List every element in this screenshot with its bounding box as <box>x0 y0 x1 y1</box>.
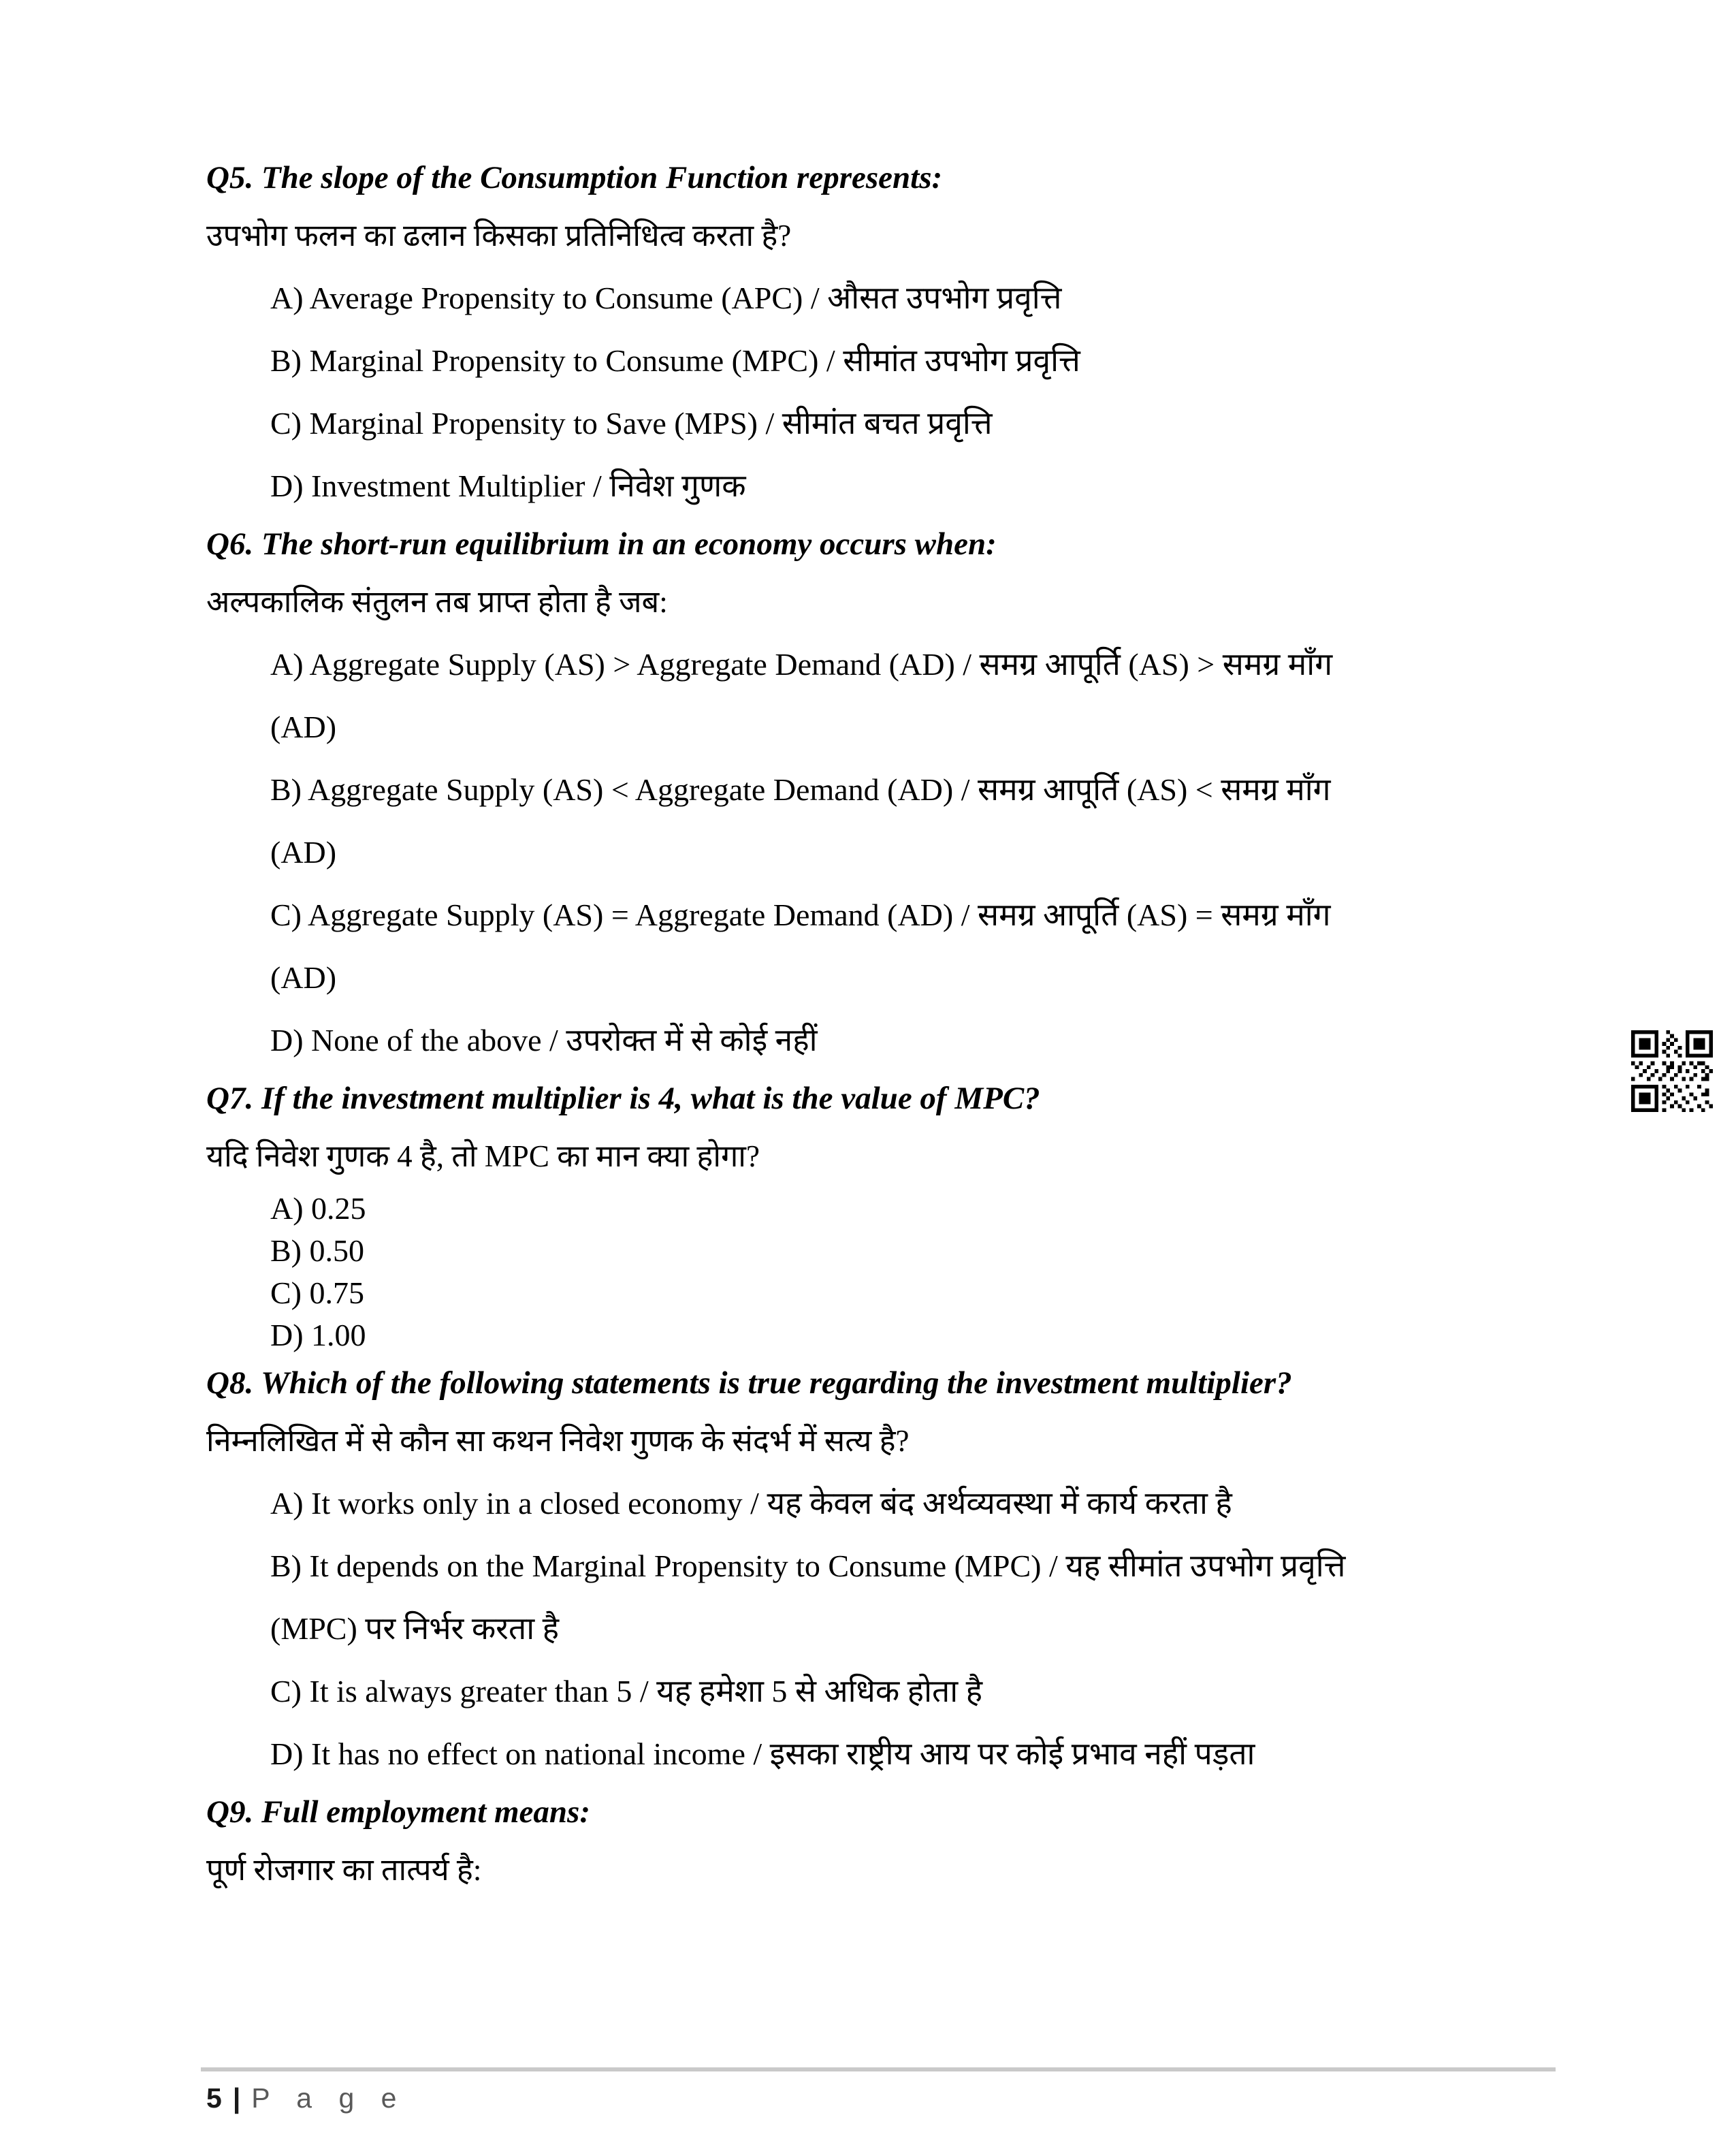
question-5-title-hindi: उपभोग फलन का ढलान किसका प्रतिनिधित्व करता है? <box>206 219 792 253</box>
question-6-option-a-continued: (AD) <box>270 710 337 744</box>
question-6-option-c-continued: (AD) <box>270 960 337 995</box>
question-8-option-a: A) It works only in a closed economy / यह केवल बंद अर्थव्यवस्था में कार्य करता है <box>270 1486 1232 1521</box>
question-8-option-c: C) It is always greater than 5 / यह हमेशा 5 से अधिक होता है <box>270 1674 983 1709</box>
footer-page-word: P a g e <box>251 2082 406 2114</box>
question-7-title-hindi: यदि निवेश गुणक 4 है, तो MPC का मान क्या होगा? <box>206 1139 760 1173</box>
question-7-title: Q7. If the investment multiplier is 4, what is the value of MPC? <box>206 1081 1040 1116</box>
qr-code-image <box>1631 1029 1713 1113</box>
question-5-option-a: A) Average Propensity to Consume (APC) / औसत उपभोग प्रवृत्ति <box>270 281 1062 315</box>
question-7-option-d: D) 1.00 <box>270 1318 366 1352</box>
question-7-option-a: A) 0.25 <box>270 1191 366 1226</box>
question-8-title: Q8. Which of the following statements is true regarding the investment multiplier? <box>206 1365 1292 1401</box>
question-8-option-d: D) It has no effect on national income / इसका राष्ट्रीय आय पर कोई प्रभाव नहीं पड़ता <box>270 1736 1255 1771</box>
question-9-title: Q9. Full employment means: <box>206 1794 590 1830</box>
question-6 <box>206 518 1561 1072</box>
question-6-title: Q6. The short-run equilibrium in an economy occurs when: <box>206 526 997 562</box>
question-8 <box>206 1356 1561 1785</box>
question-5-option-d: D) Investment Multiplier / निवेश गुणक <box>270 468 746 503</box>
question-7 <box>206 1072 1561 1356</box>
qr-code <box>1631 1029 1713 1113</box>
question-6-title-hindi: अल्पकालिक संतुलन तब प्राप्त होता है जब: <box>206 585 668 619</box>
page-number: 5 <box>206 2082 229 2114</box>
questions-content <box>206 151 1561 1901</box>
question-7-option-c: C) 0.75 <box>270 1275 364 1310</box>
question-5 <box>206 151 1561 518</box>
question-8-option-b-continued: (MPC) पर निर्भर करता है <box>270 1611 560 1646</box>
question-8-option-b: B) It depends on the Marginal Propensity to Consume (MPC) / यह सीमांत उपभोग प्रवृत्ति <box>270 1548 1346 1583</box>
footer-divider <box>201 2067 1556 2071</box>
question-5-option-b: B) Marginal Propensity to Consume (MPC) / सीमांत उपभोग प्रवृत्ति <box>270 343 1080 378</box>
question-6-option-b-continued: (AD) <box>270 835 337 870</box>
page-number-label <box>206 2082 406 2114</box>
question-6-option-d: D) None of the above / उपरोक्त में से कोई नहीं <box>270 1023 818 1058</box>
footer-separator: | <box>232 2082 248 2114</box>
question-8-title-hindi: निम्नलिखित में से कौन सा कथन निवेश गुणक के संदर्भ में सत्य है? <box>206 1424 910 1458</box>
question-6-option-b: B) Aggregate Supply (AS) < Aggregate Demand (AD) / समग्र आपूर्ति (AS) < समग्र माँग <box>270 772 1331 807</box>
question-7-option-b: B) 0.50 <box>270 1233 364 1268</box>
question-6-option-a: A) Aggregate Supply (AS) > Aggregate Demand (AD) / समग्र आपूर्ति (AS) > समग्र माँग <box>270 647 1333 682</box>
question-5-option-c: C) Marginal Propensity to Save (MPS) / सीमांत बचत प्रवृत्ति <box>270 406 993 441</box>
question-9 <box>206 1785 1561 1901</box>
question-6-option-c: C) Aggregate Supply (AS) = Aggregate Demand (AD) / समग्र आपूर्ति (AS) = समग्र माँग <box>270 897 1331 932</box>
question-5-title: Q5. The slope of the Consumption Function represents: <box>206 160 943 195</box>
question-9-title-hindi: पूर्ण रोजगार का तात्पर्य है: <box>206 1853 482 1887</box>
